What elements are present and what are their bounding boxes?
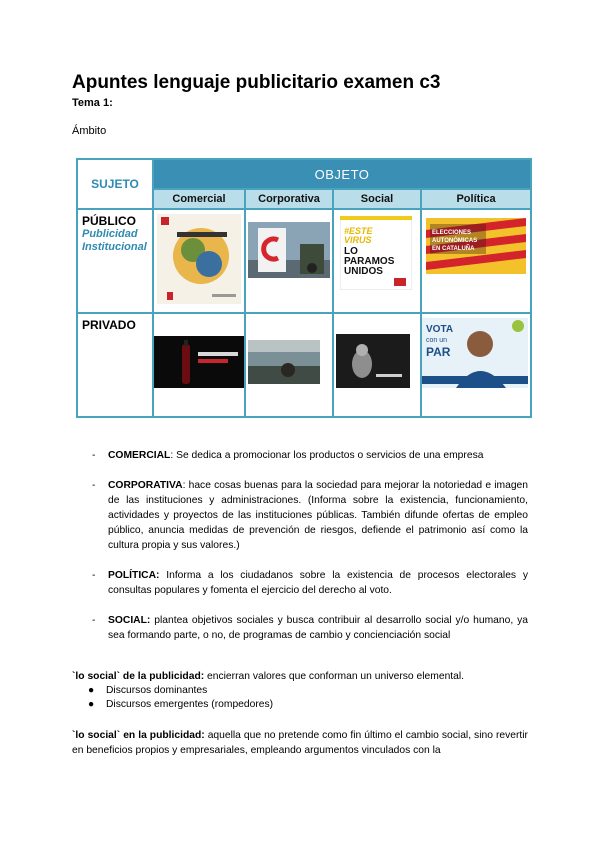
privado-corporativa-image <box>248 340 320 384</box>
row-label-privado <box>77 313 153 417</box>
header-corporativa: Corporativa <box>245 189 333 209</box>
publico-politica-image <box>426 218 526 274</box>
politica-img-text-1: AUTONÓMICAS <box>432 238 478 244</box>
ambito-table <box>76 158 532 418</box>
header-sujeto: SUJETO <box>77 159 153 209</box>
header-comercial: Comercial <box>153 189 245 209</box>
lo-social-en-term: `lo social` en la publicidad: <box>72 730 205 741</box>
publico-social-image <box>340 216 412 290</box>
header-objeto: OBJETO <box>153 159 531 189</box>
section-heading: Tema 1: <box>72 97 113 109</box>
dot-text: Discursos dominantes <box>106 685 208 696</box>
term-comercial: COMERCIAL <box>108 450 171 461</box>
publico-sub1: Publicidad <box>82 228 138 240</box>
cell-privado-comercial <box>153 313 245 417</box>
privado-politica-image <box>422 318 528 388</box>
lo-social-en-text: aquella que no pretende como fin último el cambio social, sino revertir en beneficios propios y empresariales, empleando argumentos vinculados con la <box>72 730 528 756</box>
term-politica: POLÍTICA: <box>108 570 160 581</box>
text-comercial: : Se dedica a promocionar los productos o servicios de una empresa <box>170 450 484 461</box>
vota-img-text-2: PAR <box>426 345 451 359</box>
privado-social-image <box>336 334 410 388</box>
dash-marker: - <box>92 615 96 626</box>
publico-comercial-image <box>157 214 241 304</box>
list-item <box>92 568 528 598</box>
cell-privado-corporativa <box>245 313 333 417</box>
discursos-list <box>88 684 273 712</box>
social-img-text-1: VIRUS <box>344 235 372 245</box>
row-label-publico <box>77 209 153 313</box>
politica-img-text-2: EN CATALUÑA <box>432 246 475 252</box>
publico-corporativa-image <box>248 222 330 278</box>
cell-publico-corporativa <box>245 209 333 313</box>
social-img-text-4: UNIDOS <box>344 266 383 277</box>
dash-marker: - <box>92 480 96 491</box>
privado-comercial-image <box>154 336 244 388</box>
text-social: plantea objetivos sociales y busca contribuir al desarrollo social y/o humano, ya sea formando parte, o no, de programas de cambio y concienciación social <box>108 615 528 641</box>
cell-publico-politica <box>421 209 531 313</box>
dot-text: Discursos emergentes (rompedores) <box>106 699 274 710</box>
lo-social-en-paragraph <box>72 728 528 758</box>
list-item <box>88 684 273 698</box>
cell-privado-politica <box>421 313 531 417</box>
social-img-text-2: LO <box>344 246 358 257</box>
header-politica: Política <box>421 189 531 209</box>
publico-label: PÚBLICO <box>82 214 136 228</box>
vota-img-text-1: con un <box>426 337 448 344</box>
cell-privado-social <box>333 313 421 417</box>
list-item <box>88 698 273 712</box>
bullet-dot: ● <box>88 699 95 710</box>
term-social: SOCIAL: <box>108 615 151 626</box>
lo-social-de-term: `lo social` de la publicidad: <box>72 671 205 682</box>
cell-publico-comercial <box>153 209 245 313</box>
dash-marker: - <box>92 450 96 461</box>
document-title: Apuntes lenguaje publicitario examen c3 <box>72 72 441 93</box>
header-social: Social <box>333 189 421 209</box>
publico-sub2: Institucional <box>82 241 147 253</box>
lo-social-de-text: encierran valores que conforman un universo elemental. <box>204 671 465 682</box>
list-item <box>92 478 528 553</box>
bullet-list <box>92 448 528 658</box>
bullet-dot: ● <box>88 685 95 696</box>
vota-img-text-0: VOTA <box>426 324 454 335</box>
text-corporativa: : hace cosas buenas para la sociedad para mejorar la notoriedad e imagen de las instituciones y administraciones. (Informa sobre la existencia, funcionamiento, actividades y proyectos de las instituciones públicas. También difunde ofertas de empleo público, anuncia medidas de prevención de riesgos, defiende el patrimonio así como la cultura propia y sus valores.) <box>108 480 528 551</box>
list-item <box>92 613 528 643</box>
politica-img-text-0: ELECCIONES <box>432 230 472 236</box>
social-img-text-3: PARAMOS <box>344 256 395 267</box>
list-item <box>92 448 528 463</box>
text-politica: Informa a los ciudadanos sobre la existencia de procesos electorales y consultas populares y fomenta el ejercicio del derecho al voto. <box>108 570 528 596</box>
privado-label: PRIVADO <box>82 318 136 332</box>
term-corporativa: CORPORATIVA <box>108 480 183 491</box>
ambito-label: Ámbito <box>72 125 107 137</box>
lo-social-de-paragraph <box>72 669 528 684</box>
dash-marker: - <box>92 570 96 581</box>
cell-publico-social <box>333 209 421 313</box>
social-img-text-0: #ESTE <box>344 226 373 236</box>
